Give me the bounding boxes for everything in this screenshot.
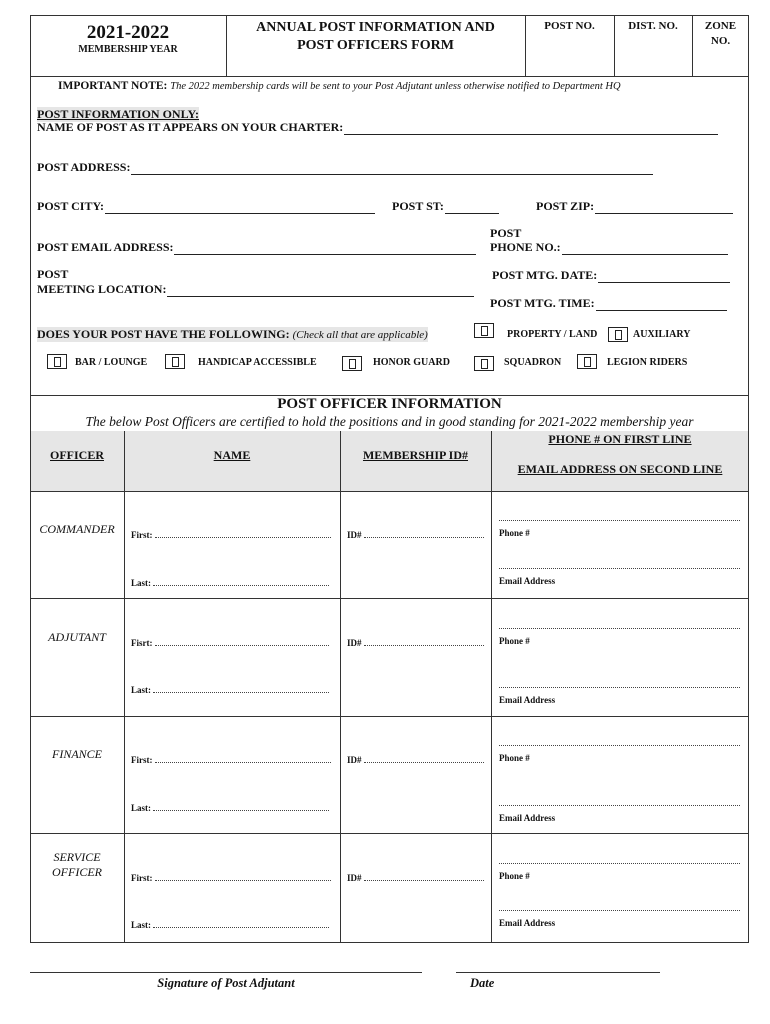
finance-last-label: Last: <box>131 803 151 813</box>
officer-finance: FINANCE <box>52 747 102 761</box>
commander-phone-label: Phone # <box>499 528 530 538</box>
checkbox-legion-riders[interactable] <box>577 354 597 369</box>
signature-adjutant-label: Signature of Post Adjutant <box>157 976 295 990</box>
post-info-heading: POST INFORMATION ONLY: <box>37 107 200 121</box>
adjutant-last-row <box>131 683 329 695</box>
service-last-row <box>131 918 329 930</box>
dist-no-field[interactable]: DIST. NO. <box>628 20 678 32</box>
meeting-date-input[interactable] <box>598 271 730 283</box>
checkbox-honor-guard[interactable] <box>342 356 362 371</box>
service-id-label: ID# <box>347 873 362 883</box>
officer-service-line1: SERVICE <box>53 850 101 864</box>
finance-first-row <box>131 753 331 765</box>
zone-no-field-line2[interactable]: NO. <box>710 35 731 47</box>
adjutant-phone-line[interactable] <box>499 628 740 629</box>
adjutant-last-input[interactable] <box>153 683 329 693</box>
finance-phone-line[interactable] <box>499 745 740 746</box>
post-zip-row <box>536 199 733 214</box>
service-last-input[interactable] <box>153 918 329 928</box>
post-phone-input[interactable] <box>562 243 728 255</box>
checkbox-auxiliary[interactable] <box>608 327 628 342</box>
post-state-label: POST ST: <box>392 199 444 213</box>
signature-adjutant-line[interactable] <box>30 972 422 973</box>
adjutant-phone-label: Phone # <box>499 636 530 646</box>
post-email-label: POST EMAIL ADDRESS: <box>37 240 174 254</box>
facilities-hint: (Check all that are applicable) <box>292 329 428 341</box>
post-address-row <box>37 160 653 175</box>
service-id-input[interactable] <box>364 871 484 881</box>
post-name-row <box>37 120 718 135</box>
adjutant-id-input[interactable] <box>364 636 484 646</box>
officer-section-subtitle: The below Post Officers are certified to hold the positions and in good standing for 2021-2022 membership year <box>85 414 694 429</box>
post-phone-label: PHONE NO.: <box>490 240 561 254</box>
meeting-time-row <box>490 296 727 311</box>
commander-phone-line[interactable] <box>499 520 740 521</box>
meeting-time-label: POST MTG. TIME: <box>490 296 595 310</box>
post-city-label: POST CITY: <box>37 199 105 213</box>
facilities-question-label: DOES YOUR POST HAVE THE FOLLOWING: <box>37 327 290 341</box>
checkbox-label-handicap-accessible: HANDICAP ACCESSIBLE <box>198 357 317 368</box>
commander-last-row <box>131 576 329 588</box>
post-email-row <box>37 240 476 255</box>
meeting-location-input[interactable] <box>167 285 474 297</box>
col-header-email: EMAIL ADDRESS ON SECOND LINE <box>517 462 723 476</box>
meeting-location-row <box>37 282 474 297</box>
post-name-label: NAME OF POST AS IT APPEARS ON YOUR CHARTER: <box>37 120 344 134</box>
meeting-date-row <box>492 268 730 283</box>
officer-adjutant: ADJUTANT <box>48 630 106 644</box>
finance-id-label: ID# <box>347 755 362 765</box>
checkbox-property-land[interactable] <box>474 323 494 338</box>
service-first-input[interactable] <box>155 871 331 881</box>
post-address-input[interactable] <box>131 163 653 175</box>
service-email-line[interactable] <box>499 910 740 911</box>
meeting-location-label-line1: POST <box>37 267 69 281</box>
membership-years: 2021-2022 <box>86 22 170 43</box>
commander-id-row <box>347 528 484 540</box>
post-city-input[interactable] <box>105 202 375 214</box>
post-no-field[interactable]: POST NO. <box>544 20 595 32</box>
meeting-date-label: POST MTG. DATE: <box>492 268 598 282</box>
finance-last-row <box>131 801 329 813</box>
checkbox-label-auxiliary: AUXILIARY <box>633 329 691 340</box>
service-phone-line[interactable] <box>499 863 740 864</box>
checkbox-label-honor-guard: HONOR GUARD <box>373 357 450 368</box>
col-header-membership-id: MEMBERSHIP ID# <box>362 448 468 462</box>
finance-first-label: First: <box>131 755 153 765</box>
post-email-input[interactable] <box>174 243 476 255</box>
checkbox-label-bar-lounge: BAR / LOUNGE <box>75 357 148 368</box>
commander-last-label: Last: <box>131 578 151 588</box>
important-note-label: IMPORTANT NOTE: <box>58 80 168 92</box>
checkbox-label-squadron: SQUADRON <box>504 357 562 368</box>
form-title-line1: ANNUAL POST INFORMATION AND <box>256 20 495 35</box>
commander-id-label: ID# <box>347 530 362 540</box>
post-address-label: POST ADDRESS: <box>37 160 131 174</box>
meeting-time-input[interactable] <box>596 299 727 311</box>
adjutant-email-line[interactable] <box>499 687 740 688</box>
post-zip-label: POST ZIP: <box>536 199 595 213</box>
post-state-input[interactable] <box>445 202 499 214</box>
finance-id-row <box>347 753 484 765</box>
post-phone-row <box>490 240 728 255</box>
finance-first-input[interactable] <box>155 753 331 763</box>
checkbox-handicap-accessible[interactable] <box>165 354 185 369</box>
commander-first-input[interactable] <box>155 528 331 538</box>
form-title-line2: POST OFFICERS FORM <box>297 38 454 53</box>
officer-commander: COMMANDER <box>39 522 115 536</box>
adjutant-first-row <box>131 636 329 648</box>
col-header-phone: PHONE # ON FIRST LINE <box>548 432 692 446</box>
commander-email-line[interactable] <box>499 568 740 569</box>
commander-last-input[interactable] <box>153 576 329 586</box>
header-divider <box>30 76 749 77</box>
service-first-row <box>131 871 331 883</box>
zone-no-field-line1[interactable]: ZONE <box>704 20 737 32</box>
finance-id-input[interactable] <box>364 753 484 763</box>
service-id-row <box>347 871 484 883</box>
signature-date-line[interactable] <box>456 972 660 973</box>
commander-first-label: First: <box>131 530 153 540</box>
checkbox-bar-lounge[interactable] <box>47 354 67 369</box>
membership-year-label: MEMBERSHIP YEAR <box>78 44 178 55</box>
post-name-input[interactable] <box>344 123 718 135</box>
commander-id-input[interactable] <box>364 528 484 538</box>
finance-phone-label: Phone # <box>499 753 530 763</box>
post-state-row <box>392 199 499 214</box>
signature-date-label: Date <box>470 976 495 990</box>
post-zip-input[interactable] <box>595 202 733 214</box>
post-phone-label-line1: POST <box>490 226 522 240</box>
service-last-label: Last: <box>131 920 151 930</box>
service-phone-label: Phone # <box>499 871 530 881</box>
adjutant-id-label: ID# <box>347 638 362 648</box>
adjutant-first-input[interactable] <box>155 636 329 646</box>
adjutant-first-label: Fisrt: <box>131 638 153 648</box>
checkbox-squadron[interactable] <box>474 356 494 371</box>
officer-service-line2: OFFICER <box>52 865 102 879</box>
checkbox-label-property-land: PROPERTY / LAND <box>507 329 598 340</box>
finance-email-line[interactable] <box>499 805 740 806</box>
col-header-officer: OFFICER <box>50 448 104 462</box>
facilities-question <box>37 327 428 342</box>
commander-email-label: Email Address <box>499 576 556 586</box>
commander-first-row <box>131 528 331 540</box>
officer-section-heading: POST OFFICER INFORMATION <box>277 396 502 412</box>
meeting-location-label: MEETING LOCATION: <box>37 282 167 296</box>
adjutant-email-label: Email Address <box>499 695 556 705</box>
finance-email-label: Email Address <box>499 813 556 823</box>
important-note <box>58 80 621 92</box>
col-header-name: NAME <box>213 448 251 462</box>
finance-last-input[interactable] <box>153 801 329 811</box>
checkbox-label-legion-riders: LEGION RIDERS <box>607 357 688 368</box>
adjutant-id-row <box>347 636 484 648</box>
service-email-label: Email Address <box>499 918 556 928</box>
important-note-text: The 2022 membership cards will be sent to your Post Adjutant unless otherwise notified to Department HQ <box>170 81 621 92</box>
post-city-row <box>37 199 375 214</box>
adjutant-last-label: Last: <box>131 685 151 695</box>
service-first-label: First: <box>131 873 153 883</box>
